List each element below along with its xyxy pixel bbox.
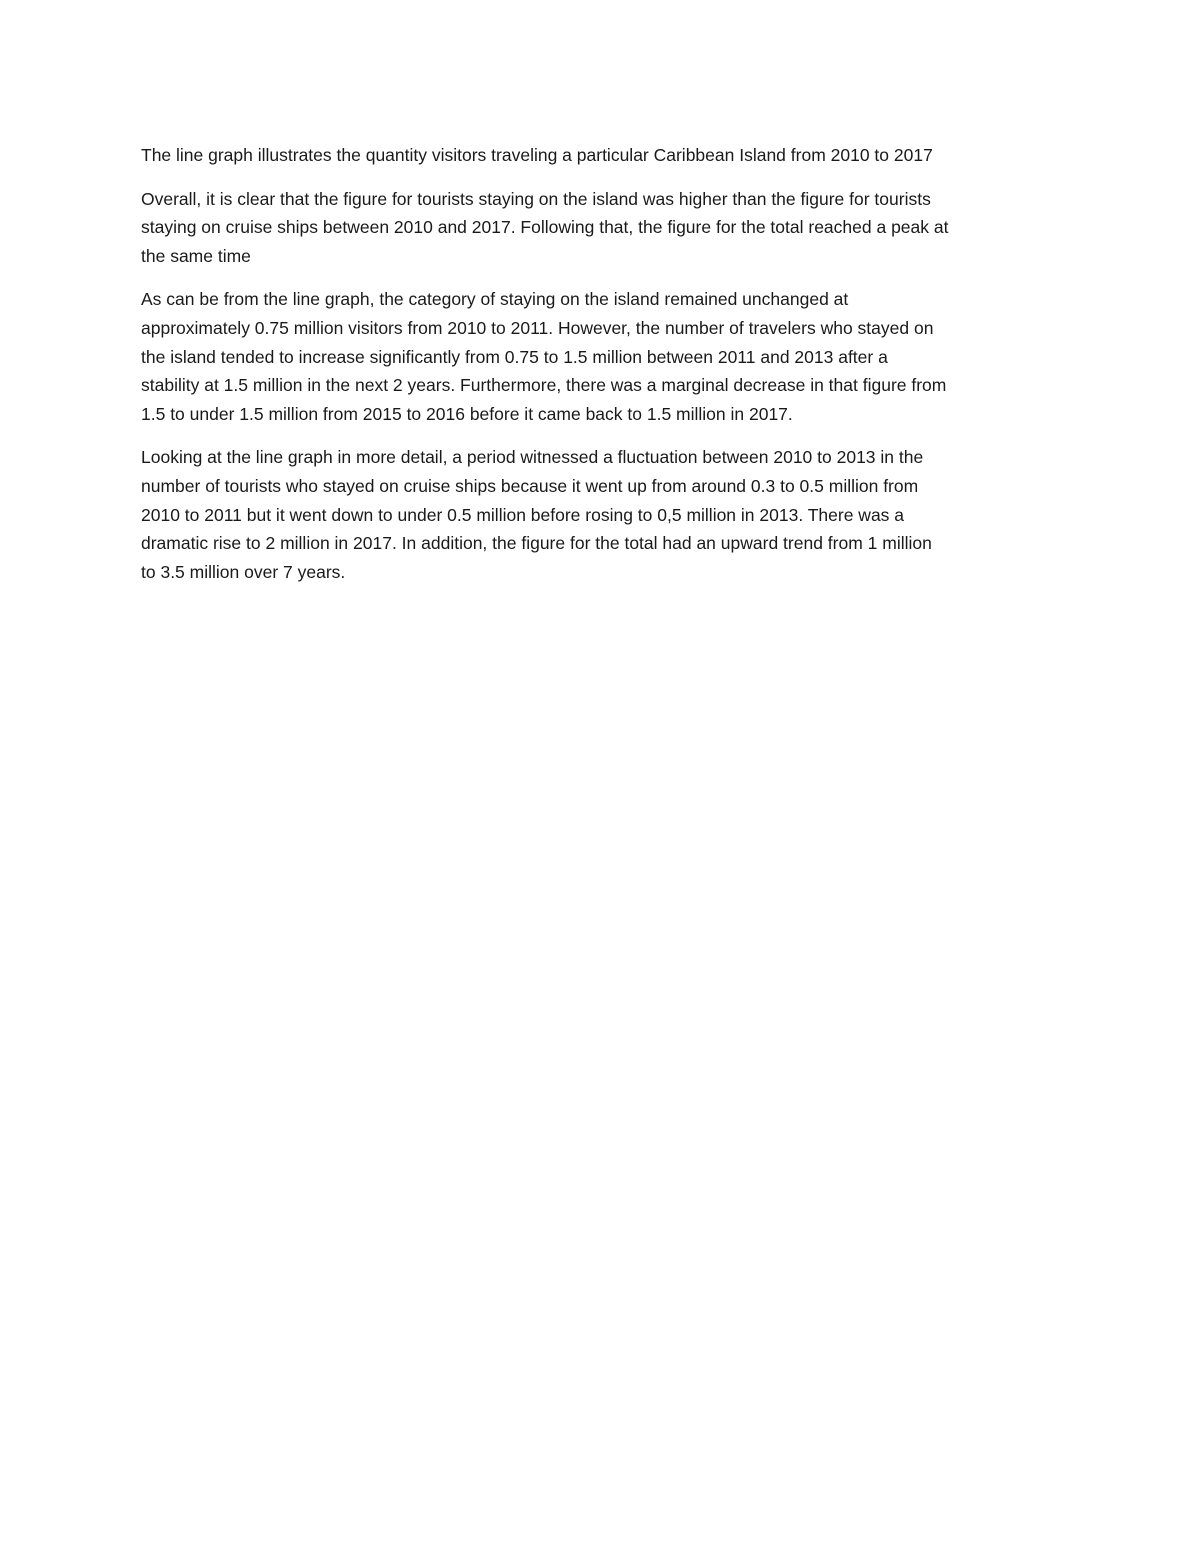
paragraph-cruise xyxy=(141,443,1061,586)
text-line: 1.5 to under 1.5 million from 2015 to 2016 before it came back to 1.5 million in 2017. xyxy=(141,403,793,424)
text-line: As can be from the line graph, the category of staying on the island remained unchanged at xyxy=(141,289,849,310)
paragraph-overview xyxy=(141,185,1061,271)
text-line: the island tended to increase significantly from 0.75 to 1.5 million between 2011 and 2013 after a xyxy=(141,346,888,367)
paragraph-island xyxy=(141,285,1061,428)
text-line: number of tourists who stayed on cruise ships because it went up from around 0.3 to 0.5 million from xyxy=(141,475,919,496)
text-line: the same time xyxy=(141,245,251,266)
text-line: to 3.5 million over 7 years. xyxy=(141,561,346,582)
text-line: stability at 1.5 million in the next 2 years. Furthermore, there was a marginal decrease in that figure from xyxy=(141,375,947,396)
text-line: dramatic rise to 2 million in 2017. In addition, the figure for the total had an upward trend from 1 million xyxy=(141,533,932,554)
paragraph-intro xyxy=(141,141,1061,170)
text-line: The line graph illustrates the quantity visitors traveling a particular Caribbean Island from 2010 to 2017 xyxy=(141,145,933,165)
text-line: 2010 to 2011 but it went down to under 0.5 million before rosing to 0,5 million in 2013. There was a xyxy=(141,504,905,525)
text-line: approximately 0.75 million visitors from 2010 to 2011. However, the number of travelers who stayed on xyxy=(141,317,934,338)
document-body xyxy=(141,141,1061,601)
text-line: Overall, it is clear that the figure for tourists staying on the island was higher than the figure for tourists xyxy=(141,188,931,209)
text-line: staying on cruise ships between 2010 and 2017. Following that, the figure for the total reached a peak at xyxy=(141,217,949,238)
text-line: Looking at the line graph in more detail, a period witnessed a fluctuation between 2010 to 2013 in the xyxy=(141,447,924,468)
